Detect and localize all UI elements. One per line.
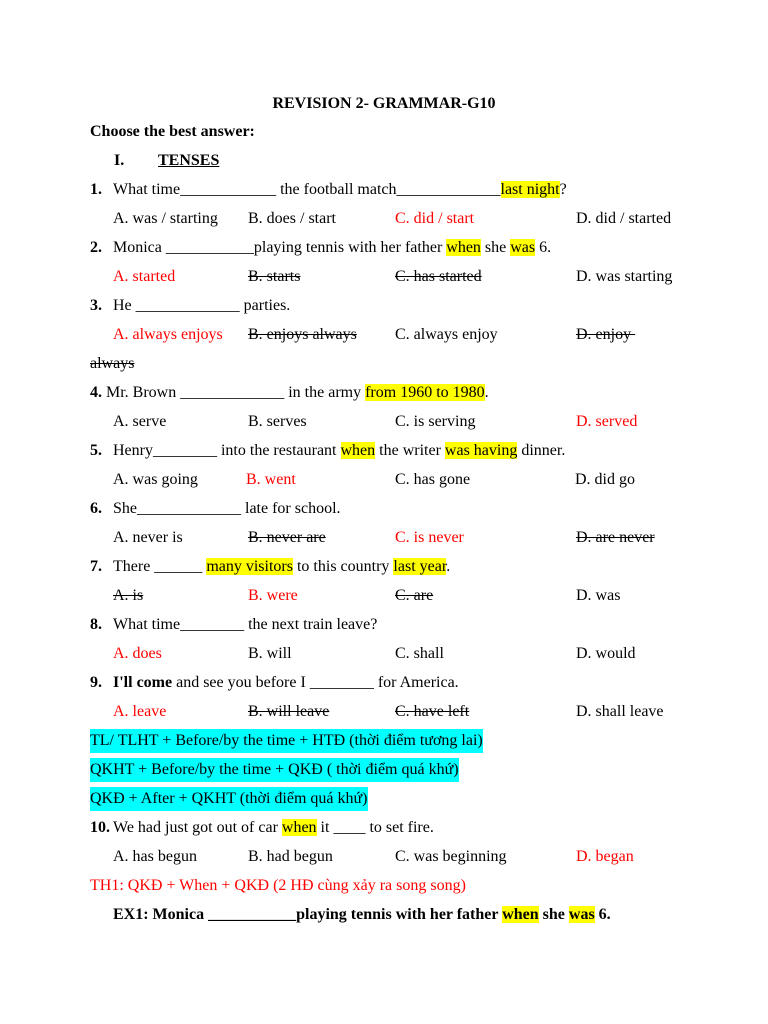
question-text: She_____________ late for school. (113, 500, 341, 517)
option-c: C. are (395, 587, 434, 604)
option-c: C. did / start (395, 210, 475, 227)
question-3 (0, 294, 768, 318)
option-d: D. enjoy (576, 326, 636, 343)
question-text: We had just got out of car when it ____ to set fire. (113, 819, 434, 836)
option-a: A. was / starting (113, 210, 218, 227)
question-2-options (0, 265, 768, 289)
example-1 (0, 903, 768, 927)
question-text: He _____________ parties. (113, 297, 291, 314)
option-d: D. shall leave (576, 703, 664, 720)
question-5 (0, 439, 768, 463)
question-text: Henry________ into the restaurant when the writer was having dinner. (113, 442, 566, 459)
option-b: B. had begun (248, 848, 333, 865)
option-c: C. is serving (395, 413, 476, 430)
question-7 (0, 555, 768, 579)
question-number: 3. (90, 297, 102, 314)
example-text: EX1: Monica ___________playing tennis with her father when she was 6. (113, 906, 611, 923)
option-b: B. will (248, 645, 292, 662)
question-3-options (0, 323, 768, 347)
option-c: C. have left (395, 703, 470, 720)
option-a: A. was going (113, 471, 198, 488)
question-8 (0, 613, 768, 637)
question-7-options (0, 584, 768, 608)
question-3-options-wrap (0, 352, 768, 376)
option-d: D. did go (575, 471, 635, 488)
option-b: B. serves (248, 413, 307, 430)
option-a: A. never is (113, 529, 183, 546)
question-text: What time____________ the football match_____________last night? (113, 181, 567, 198)
option-b: B. went (246, 471, 296, 488)
option-a: A. has begun (113, 848, 197, 865)
option-c: C. has gone (395, 471, 471, 488)
question-6 (0, 497, 768, 521)
question-number: 6. (90, 500, 102, 517)
option-d: D. would (576, 645, 636, 662)
instruction-text: Choose the best answer: (90, 123, 255, 140)
option-a: A. leave (113, 703, 167, 720)
question-number: 10. (90, 819, 110, 836)
question-number: 5. (90, 442, 102, 459)
option-a: A. started (113, 268, 176, 285)
question-4 (0, 381, 768, 405)
option-d: D. was (576, 587, 621, 604)
option-b: B. does / start (248, 210, 336, 227)
option-d: D. did / started (576, 210, 672, 227)
option-d: D. are never (576, 529, 655, 546)
instruction-line (0, 120, 768, 144)
th1-text: TH1: QKĐ + When + QKĐ (2 HĐ cùng xảy ra song song) (90, 877, 466, 894)
rule-text: QKHT + Before/by the time + QKĐ ( thời điểm quá khứ) (90, 758, 459, 782)
question-text: I'll come and see you before I ________ for America. (113, 674, 459, 691)
option-d-continued: always (90, 355, 135, 372)
option-a: A. does (113, 645, 162, 662)
question-4-options (0, 410, 768, 434)
option-c: C. was beginning (395, 848, 507, 865)
option-b: B. starts (248, 268, 301, 285)
question-number: 1. (90, 181, 102, 198)
question-10-options (0, 845, 768, 869)
option-b: B. were (248, 587, 298, 604)
option-d: D. served (576, 413, 638, 430)
question-9-options (0, 700, 768, 724)
question-9 (0, 671, 768, 695)
option-b: B. enjoys always (248, 326, 357, 343)
question-number: 7. (90, 558, 102, 575)
question-number: 8. (90, 616, 102, 633)
question-number: 9. (90, 674, 102, 691)
document-header (0, 92, 768, 116)
option-d: D. was starting (576, 268, 673, 285)
option-b: B. will leave (248, 703, 330, 720)
question-2 (0, 236, 768, 260)
question-1-options (0, 207, 768, 231)
section-heading (0, 149, 768, 173)
question-5-options (0, 468, 768, 492)
option-c: C. is never (395, 529, 464, 546)
rule-text: QKĐ + After + QKHT (thời điểm quá khứ) (90, 787, 368, 811)
question-8-options (0, 642, 768, 666)
question-10 (0, 816, 768, 840)
question-number: 4. (90, 384, 102, 401)
question-text: Monica ___________playing tennis with her father when she was 6. (113, 239, 552, 256)
rule-text: TL/ TLHT + Before/by the time + HTĐ (thời điểm tương lai) (90, 729, 483, 753)
question-1 (0, 178, 768, 202)
question-text: 4. Mr. Brown _____________ in the army from 1960 to 1980. (90, 384, 489, 401)
option-b: B. never are (248, 529, 326, 546)
option-c: C. has started (395, 268, 482, 285)
question-number: 2. (90, 239, 102, 256)
question-text: There ______ many visitors to this country last year. (113, 558, 451, 575)
option-a: A. serve (113, 413, 167, 430)
option-d: D. began (576, 848, 634, 865)
page-title: REVISION 2- GRAMMAR-G10 (272, 95, 496, 112)
th1-rule (0, 874, 768, 898)
rule-2 (0, 758, 768, 782)
option-c: C. always enjoy (395, 326, 498, 343)
section-title: TENSES (158, 152, 220, 169)
option-a: A. is (113, 587, 144, 604)
option-c: C. shall (395, 645, 444, 662)
rule-3 (0, 787, 768, 811)
question-6-options (0, 526, 768, 550)
section-number: I. (114, 152, 125, 169)
question-text: What time________ the next train leave? (113, 616, 378, 633)
option-a: A. always enjoys (113, 326, 223, 343)
rule-1 (0, 729, 768, 753)
